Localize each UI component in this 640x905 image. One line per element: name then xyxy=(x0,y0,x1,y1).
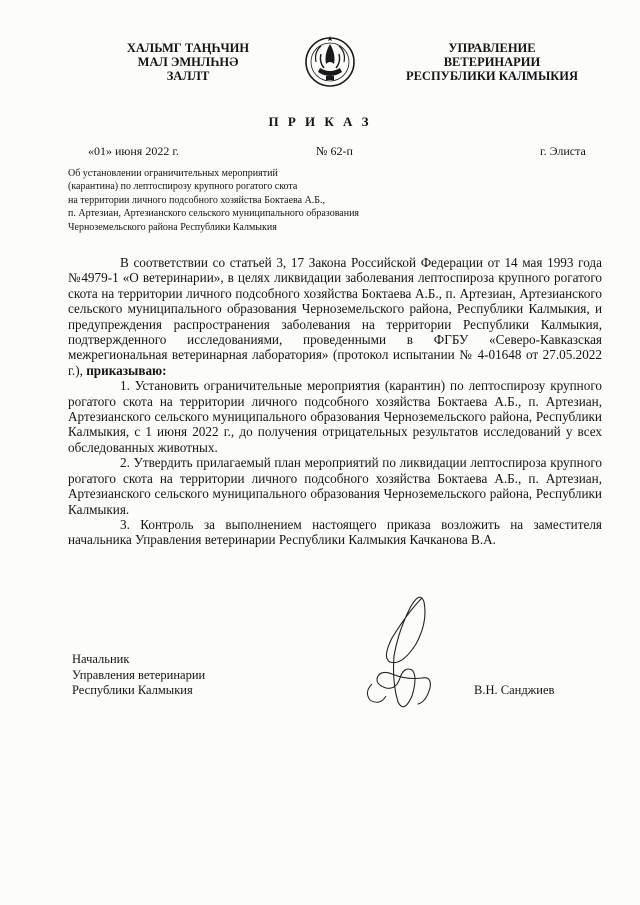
position-line: Управления ветеринарии xyxy=(72,667,206,682)
subject-line: Черноземельского района Республики Калмыкия xyxy=(68,221,277,233)
subject-line: Об установлении ограничительных мероприятий xyxy=(68,168,278,179)
preamble-paragraph xyxy=(68,255,602,378)
order-item-2: 2. Утвердить прилагаемый план мероприятий по ликвидации лептоспироза крупного рогатого скота на территории личного подсобного хозяйства Боктаева А.Б., п. Артезиан, Артезианского сельского муниципального образования Черноземельского района, Республики Калмыкия. xyxy=(68,455,602,517)
document-title: П Р И К А З xyxy=(268,114,372,129)
order-item-1: 1. Установить ограничительные мероприятия (карантин) по лептоспирозу крупного рогатого скота на территории личного подсобного хозяйства Боктаева А.Б., п. Артезиан, Артезианского сельского муниципального образования Черноземельского района, Республики Калмыкия, с 1 июня 2022 г., до получения отрицательных результатов исследований у всех обследованных животных. xyxy=(68,378,602,455)
order-city: г. Элиста xyxy=(540,144,586,158)
order-date: «01» июня 2022 г. xyxy=(88,144,179,158)
header-right-line-3: РЕСПУБЛИКИ КАЛМЫКИЯ xyxy=(405,69,579,83)
header-kalmyk-org xyxy=(88,41,288,83)
header-right-line-1: УПРАВЛЕНИЕ xyxy=(448,41,536,55)
position-line: Начальник xyxy=(72,652,130,666)
order-body xyxy=(68,255,602,548)
position-line: Республики Калмыкия xyxy=(72,683,193,697)
order-number: № 62-п xyxy=(316,144,353,158)
header-russian-org xyxy=(386,41,598,83)
header-right-line-2: ВЕТЕРИНАРИИ xyxy=(443,55,541,69)
header-left-line-3: ЗАЛЛТ xyxy=(166,69,210,83)
order-subject xyxy=(68,167,488,234)
subject-line: п. Артезиан, Артезианского сельского муниципального образования xyxy=(68,208,360,220)
emblem-icon xyxy=(304,32,356,92)
header-left-line-2: МАЛ ЭМНЛҺНӘ xyxy=(137,55,239,69)
signatory-name: В.Н. Санджиев xyxy=(474,683,555,697)
preamble-text: В соответствии со статьей 3, 17 Закона Российской Федерации от 14 мая 1993 года №4979-1 «О ветеринарии», в целях ликвидации заболевания лептоспироза крупного рогатого скота на территории личного подсобного хозяйства Боктаева А.Б., п. Артезиан, Артезианского сельского муниципального образования Черноземельского района, Республики Калмыкия, и предупреждения распространения заболевания на территории Республики Калмыкия, подтвержденного исследованиями, проведенными в ФГБУ «Северо-Кавказская межрегиональная ветеринарная лаборатория» (протокол испытании № 4-01648 от 27.05.2022 г.), xyxy=(68,255,602,378)
signatory-position xyxy=(72,652,205,699)
subject-line: на территории личного подсобного хозяйства Боктаева А.Б., xyxy=(68,194,326,206)
header-left-line-1: ХАЛЬМГ ТАҢҺЧИН xyxy=(126,41,250,55)
order-item-3: 3. Контроль за выполнением настоящего приказа возложить на заместителя начальника Управления ветеринарии Республики Калмыкия Качканова В.А. xyxy=(68,516,602,548)
subject-line: (карантина) по лептоспирозу крупного рогатого скота xyxy=(68,181,298,193)
order-keyword: приказываю: xyxy=(82,362,167,378)
handwritten-signature xyxy=(352,592,448,720)
